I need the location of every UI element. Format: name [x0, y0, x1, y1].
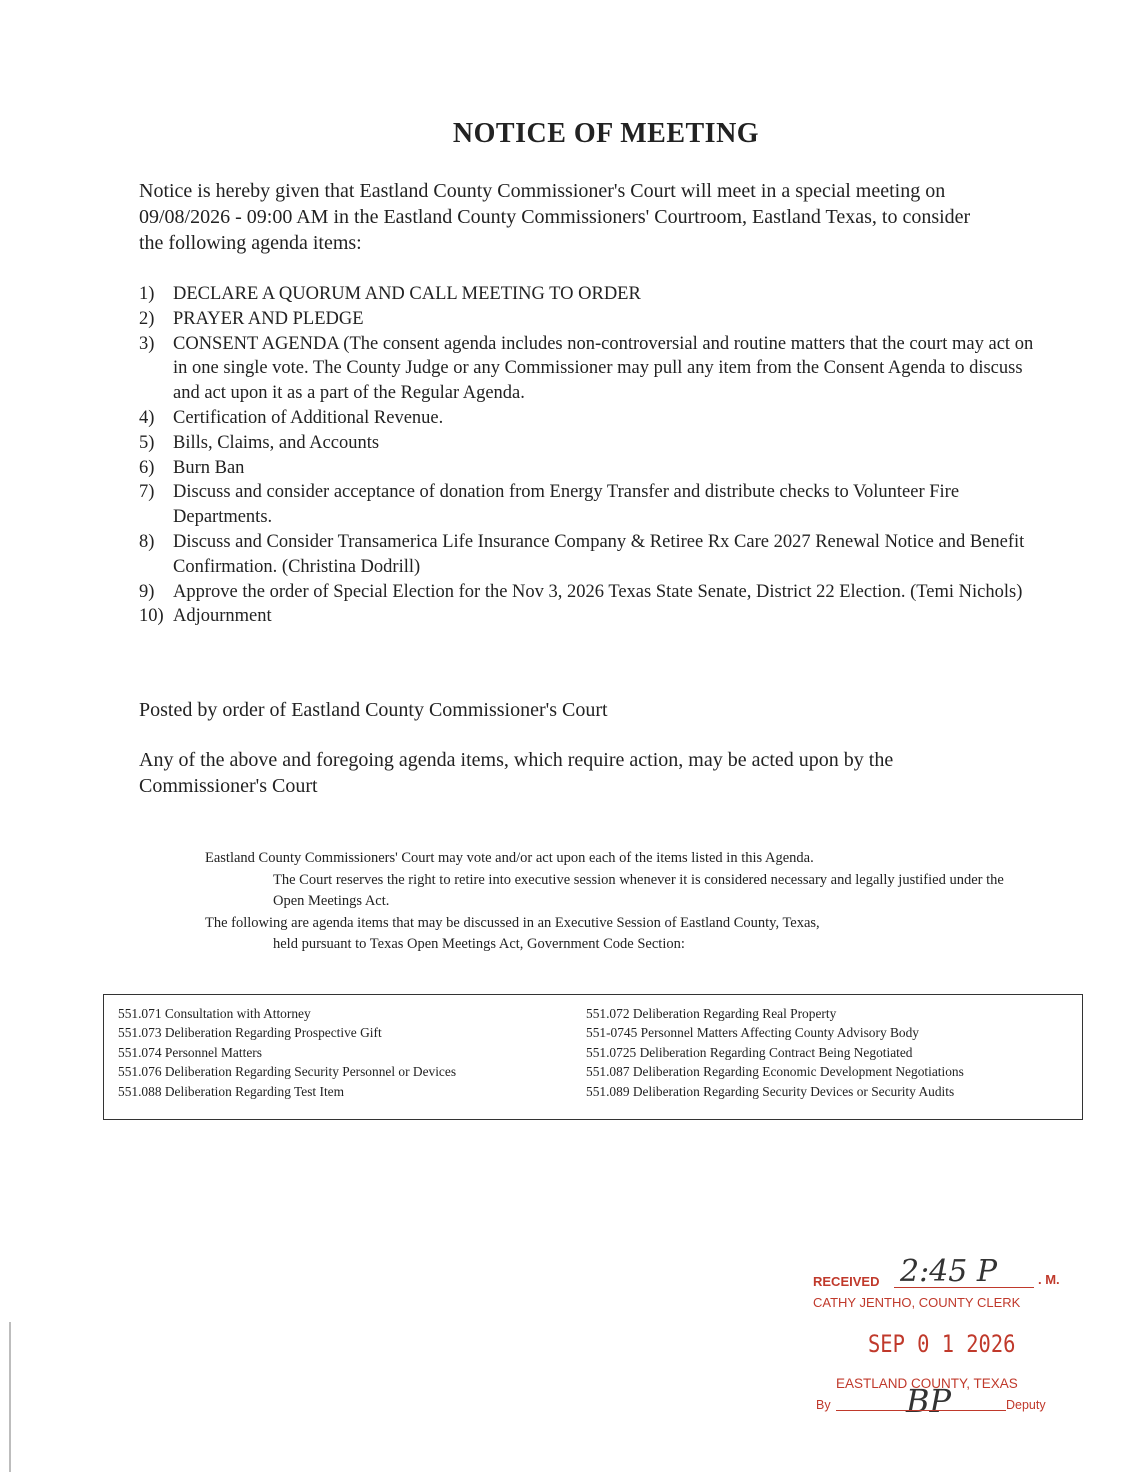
stamp-received-label: RECEIVED — [813, 1274, 880, 1289]
government-code-box — [103, 994, 1083, 1120]
stamp-time-underline — [894, 1287, 1034, 1288]
agenda-number: 9) — [139, 581, 155, 602]
executive-session-notice — [205, 848, 1025, 956]
agenda-text: DECLARE A QUORUM AND CALL MEETING TO ORDER — [173, 284, 641, 304]
agenda-text: CONSENT AGENDA (The consent agenda includes non-controversial and routine matters that the court may act on in one single vote. The County Judge or any Commissioner may pull any item from the Consent Agenda to discuss and act upon it as a part of the Regular Agenda. — [173, 333, 1034, 404]
stamp-m-suffix: . M. — [1038, 1272, 1060, 1287]
exec-paragraph-2 — [205, 913, 1025, 956]
codes-left-column — [118, 1004, 456, 1101]
code-item: 551.071 Consultation with Attorney — [118, 1006, 311, 1021]
agenda-text: Discuss and Consider Transamerica Life Insurance Company & Retiree Rx Care 2027 Renewal Notice and Benefit Confirmation. (Christina Dodrill) — [173, 531, 1025, 577]
code-item: 551.073 Deliberation Regarding Prospective Gift — [118, 1025, 382, 1041]
agenda-item — [139, 282, 1039, 307]
agenda-number: 7) — [139, 482, 155, 503]
meeting-intro: Notice is hereby given that Eastland County Commissioner's Court will meet in a special meeting on 09/08/2026 - 09:00 AM in the Eastland County Commissioners' Courtroom, Eastland Texas, to consider the following agenda items: — [139, 180, 971, 254]
code-item: 551.088 Deliberation Regarding Test Item — [118, 1083, 345, 1099]
agenda-text: PRAYER AND PLEDGE — [173, 308, 364, 329]
code-item: 551.087 Deliberation Regarding Economic Development Negotiations — [586, 1064, 964, 1080]
agenda-number: 2) — [139, 308, 155, 329]
agenda-item — [139, 580, 1039, 605]
stamp-handwritten-initials: BP — [906, 1382, 952, 1420]
exec-p1-rest: The Court reserves the right to retire into executive session whenever it is considered necessary and legally justified under the Open Meetings Act. — [273, 871, 1004, 909]
stamp-deputy-label: Deputy — [1006, 1398, 1046, 1412]
scan-edge-mark — [9, 1322, 11, 1472]
agenda-list — [139, 282, 1039, 629]
stamp-handwritten-time: 2:45 P — [900, 1254, 998, 1289]
agenda-item — [139, 431, 1039, 456]
stamp-county: EASTLAND COUNTY, TEXAS — [836, 1376, 1018, 1391]
foregoing-text: Any of the above and foregoing agenda items, which require action, may be acted upon by the Commissioner's Court — [139, 749, 894, 797]
agenda-text: Certification of Additional Revenue. — [173, 407, 444, 428]
agenda-item — [139, 530, 1039, 580]
agenda-number: 10) — [139, 606, 164, 627]
code-item: 551.089 Deliberation Regarding Security Devices or Security Audits — [586, 1083, 955, 1099]
received-stamp — [808, 1254, 1068, 1450]
codes-right-column — [586, 1004, 964, 1101]
code-item: 551.074 Personnel Matters — [118, 1044, 262, 1060]
agenda-item — [139, 456, 1039, 481]
agenda-number: 3) — [139, 333, 155, 354]
agenda-item — [139, 307, 1039, 332]
agenda-number: 6) — [139, 457, 155, 478]
exec-paragraph-1 — [205, 848, 1025, 913]
stamp-clerk-name: CATHY JENTHO, COUNTY CLERK — [813, 1295, 1021, 1310]
stamp-by-label: By — [816, 1398, 831, 1412]
agenda-number: 4) — [139, 407, 155, 428]
agenda-text: Bills, Claims, and Accounts — [173, 432, 380, 453]
stamp-date: SEP 0 1 2026 — [868, 1330, 1016, 1358]
agenda-item — [139, 332, 1039, 406]
agenda-text: Adjournment — [173, 606, 272, 627]
agenda-number: 1) — [139, 284, 155, 304]
agenda-item — [139, 480, 1039, 530]
agenda-number: 5) — [139, 432, 155, 453]
exec-p2-first: The following are agenda items that may be discussed in an Executive Session of Eastland County, Texas, — [205, 914, 820, 931]
stamp-signature-line — [836, 1410, 1006, 1411]
code-item: 551-0745 Personnel Matters Affecting County Advisory Body — [586, 1025, 920, 1041]
exec-p2-rest: held pursuant to Texas Open Meetings Act, Government Code Section: — [273, 936, 685, 952]
agenda-item — [139, 604, 1039, 629]
posted-by-text: Posted by order of Eastland County Commissioner's Court — [139, 699, 608, 721]
agenda-text: Discuss and consider acceptance of donation from Energy Transfer and distribute checks to Volunteer Fire Departments. — [173, 482, 960, 528]
code-item: 551.0725 Deliberation Regarding Contract Being Negotiated — [586, 1044, 913, 1060]
code-item: 551.072 Deliberation Regarding Real Property — [586, 1006, 837, 1021]
page-title: NOTICE OF MEETING — [452, 118, 760, 149]
exec-p1-first: Eastland County Commissioners' Court may vote and/or act upon each of the items listed in this Agenda. — [205, 850, 814, 866]
agenda-item — [139, 406, 1039, 431]
agenda-text: Approve the order of Special Election for the Nov 3, 2026 Texas State Senate, District 22 Election. (Temi Nichols) — [173, 581, 1023, 602]
agenda-text: Burn Ban — [173, 457, 245, 478]
agenda-number: 8) — [139, 531, 155, 552]
code-item: 551.076 Deliberation Regarding Security Personnel or Devices — [118, 1064, 457, 1080]
